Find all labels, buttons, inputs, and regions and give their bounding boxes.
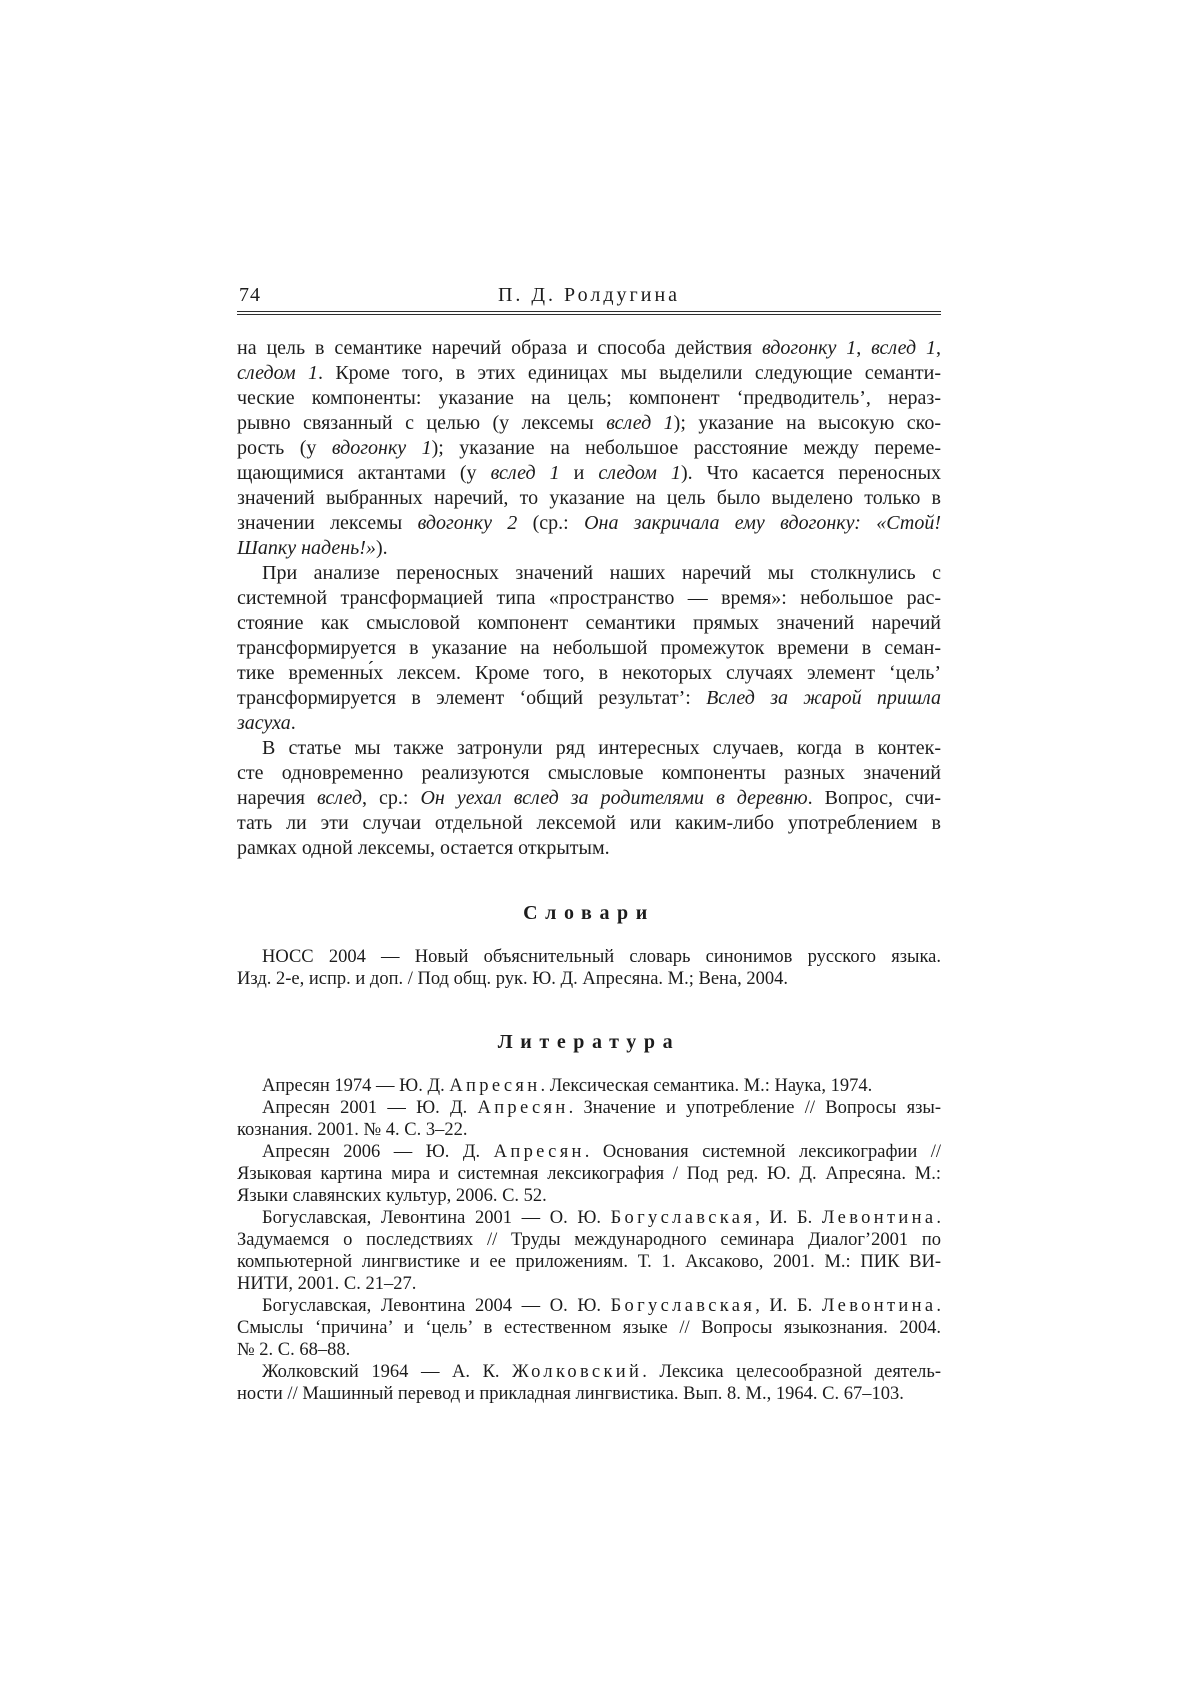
text-run: . Лексика целесообразной деятель- xyxy=(642,1362,941,1382)
text-line xyxy=(237,946,941,968)
text-run: Смыслы ‘причина’ и ‘цель’ в естественном языке // Вопросы языкознания. 2004. xyxy=(237,1318,941,1338)
text-line xyxy=(237,636,941,661)
spaced-name-run: Левонтина xyxy=(821,1208,937,1228)
bibliography-entry xyxy=(237,1141,941,1207)
text-run: . Кроме того, в этих единицах мы выделили следующие семанти- xyxy=(317,362,942,384)
text-run: значении лексемы xyxy=(237,512,418,534)
text-run: НОСС 2004 — Новый объяснительный словарь синонимов русского языка. xyxy=(262,947,941,967)
text-line xyxy=(237,1163,941,1185)
text-line xyxy=(237,811,941,836)
text-run: тать ли эти случаи отдельной лексемой или каким-либо употреблением в xyxy=(237,812,941,834)
text-run: . Основания системной лексикографии // xyxy=(584,1142,942,1162)
spaced-name-run: Левонтина xyxy=(821,1296,937,1316)
italic-run: вслед 1 xyxy=(871,337,937,359)
spaced-name-run: Апресян xyxy=(449,1076,541,1096)
text-run: ности // Машинный перевод и прикладная лингвистика. Вып. 8. М., 1964. С. 67–103. xyxy=(237,1384,904,1404)
text-line xyxy=(237,1339,941,1361)
text-run: ). Что касается переносных xyxy=(680,462,942,484)
text-run: Языки славянских культур, 2006. С. 52. xyxy=(237,1186,547,1206)
text-run: сте одновременно реализуются смысловые компоненты разных значений xyxy=(237,762,941,784)
text-run: . Значение и употребление // Вопросы язы- xyxy=(568,1098,941,1118)
text-line xyxy=(237,1317,941,1339)
text-run: Апресян 2001 — Ю. Д. xyxy=(262,1098,478,1118)
text-line xyxy=(237,1383,941,1405)
text-line xyxy=(237,1185,941,1207)
text-run: Богуславская, Левонтина 2004 — О. Ю. xyxy=(262,1296,611,1316)
text-line xyxy=(237,511,941,536)
text-line xyxy=(237,611,941,636)
text-run: . xyxy=(290,712,296,734)
text-line xyxy=(237,836,941,861)
text-line xyxy=(237,711,941,736)
bibliography-entry xyxy=(237,1075,941,1097)
text-run: № 2. С. 68–88. xyxy=(237,1340,351,1360)
text-line xyxy=(237,411,941,436)
text-line xyxy=(237,336,941,361)
text-run: Апресян 2006 — Ю. Д. xyxy=(262,1142,494,1162)
paragraph xyxy=(237,336,941,561)
bibliography-entry xyxy=(237,1097,941,1141)
italic-run: Она закричала ему вдогонку: «Стой! xyxy=(584,512,941,534)
text-run: (ср.: xyxy=(517,512,585,534)
text-run: на цель в семантике наречий образа и способа действия xyxy=(237,337,762,359)
text-run: , И. Б. xyxy=(755,1296,822,1316)
text-run: ). xyxy=(375,537,388,559)
text-run: , И. Б. xyxy=(755,1208,822,1228)
text-line xyxy=(237,561,941,586)
text-run: рамках одной лексемы, остается открытым. xyxy=(237,837,610,859)
italic-run: следом 1 xyxy=(237,362,318,384)
text-run: Изд. 2-е, испр. и доп. / Под общ. рук. Ю. Д. Апресяна. М.; Вена, 2004. xyxy=(237,969,789,989)
spaced-name-run: Апресян xyxy=(493,1142,585,1162)
text-run: компьютерной лингвистике и ее приложениям. Т. 1. Аксаково, 2001. М.: ПИК ВИ- xyxy=(237,1252,941,1272)
text-run: Апресян 1974 — Ю. Д. xyxy=(262,1076,450,1096)
text-line xyxy=(237,461,941,486)
section xyxy=(237,901,941,990)
italic-run: вслед 1 xyxy=(606,412,674,434)
text-line xyxy=(237,436,941,461)
running-head xyxy=(237,284,941,310)
text-line xyxy=(237,686,941,711)
italic-run: вслед 1 xyxy=(490,462,560,484)
text-run: Жолковский 1964 — А. К. xyxy=(262,1362,513,1382)
text-run: ); указание на высокую ско- xyxy=(673,412,941,434)
text-run: трансформируется в указание на небольшой промежуток времени в семан- xyxy=(237,637,941,659)
text-run: , ср.: xyxy=(361,787,421,809)
bibliography-entry xyxy=(237,1361,941,1405)
text-line xyxy=(237,486,941,511)
text-line xyxy=(237,1119,941,1141)
text-run: и xyxy=(559,462,599,484)
text-line xyxy=(237,386,941,411)
bibliography-entry xyxy=(237,1207,941,1295)
paragraph xyxy=(237,736,941,861)
section-heading: Словари xyxy=(523,902,655,924)
text-line xyxy=(237,1251,941,1273)
text-line xyxy=(237,968,941,990)
text-run: При анализе переносных значений наших наречий мы столкнулись с xyxy=(262,562,941,584)
text-line xyxy=(237,761,941,786)
text-line xyxy=(237,1141,941,1163)
spaced-name-run: Богуславская xyxy=(610,1296,756,1316)
text-run: . xyxy=(936,1296,941,1316)
text-run: , xyxy=(856,337,872,359)
text-run: кознания. 2001. № 4. С. 3–22. xyxy=(237,1120,468,1140)
italic-run: вслед xyxy=(316,787,362,809)
section xyxy=(237,1030,941,1405)
article-content xyxy=(237,336,941,1405)
bibliography-entry xyxy=(237,1295,941,1361)
text-run: щающимися актантами (у xyxy=(237,462,491,484)
text-line xyxy=(237,586,941,611)
text-line xyxy=(237,1273,941,1295)
text-run: Богуславская, Левонтина 2001 — О. Ю. xyxy=(262,1208,611,1228)
text-run: значений выбранных наречий, то указание на цель было выделено только в xyxy=(237,487,941,509)
text-run: . Вопрос, счи- xyxy=(807,787,941,809)
text-line xyxy=(237,1075,941,1097)
text-line xyxy=(237,1097,941,1119)
header-rule xyxy=(237,311,941,315)
text-line xyxy=(237,661,941,686)
italic-run: вдогонку 2 xyxy=(417,512,518,534)
running-title: П. Д. Ролдугина xyxy=(497,284,681,306)
section-heading: Литература xyxy=(497,1031,681,1053)
text-line xyxy=(237,1207,941,1229)
text-run: . xyxy=(936,1208,941,1228)
text-line xyxy=(237,1361,941,1383)
text-run: Языковая картина мира и системная лексикография / Под ред. Ю. Д. Апресяна. М.: xyxy=(237,1164,941,1184)
text-run: НИТИ, 2001. С. 21–27. xyxy=(237,1274,417,1294)
bibliography-entry xyxy=(237,946,941,990)
text-run: тике временны́х лексем. Кроме того, в некоторых случаях элемент ‘цель’ xyxy=(237,662,941,684)
page-number: 74 xyxy=(239,284,261,306)
text-run: системной трансформацией типа «пространство — время»: небольшое рас- xyxy=(237,587,941,609)
spaced-name-run: Богуславская xyxy=(610,1208,756,1228)
italic-run: Он уехал вслед за родителями в деревню xyxy=(420,787,808,809)
text-run: стояние как смысловой компонент семантики прямых значений наречий xyxy=(237,612,941,634)
spaced-name-run: Апресян xyxy=(477,1098,569,1118)
text-line xyxy=(237,786,941,811)
text-line xyxy=(237,1229,941,1251)
text-run: наречия xyxy=(237,787,317,809)
text-run: ческие компоненты: указание на цель; компонент ‘предводитель’, нераз- xyxy=(237,387,941,409)
text-run: , xyxy=(936,337,942,359)
text-run: ); указание на небольшое расстояние между переме- xyxy=(431,437,941,459)
spaced-name-run: Жолковский xyxy=(512,1362,643,1382)
italic-run: засуха xyxy=(237,712,291,734)
italic-run: Вслед за жарой пришла xyxy=(706,687,941,709)
text-line xyxy=(237,736,941,761)
italic-run: вдогонку 1 xyxy=(761,337,857,359)
text-run: В статье мы также затронули ряд интересных случаев, когда в контек- xyxy=(262,737,941,759)
text-line xyxy=(237,361,941,386)
text-run: . Лексическая семантика. М.: Наука, 1974. xyxy=(540,1076,873,1096)
italic-run: Шапку надень!» xyxy=(237,537,376,559)
paragraph xyxy=(237,561,941,736)
text-line xyxy=(237,536,941,561)
text-run: рывно связанный с целью (у лексемы xyxy=(237,412,607,434)
italic-run: вдогонку 1 xyxy=(331,437,432,459)
text-run: трансформируется в элемент ‘общий результат’: xyxy=(237,687,707,709)
text-run: рость (у xyxy=(237,437,332,459)
text-line xyxy=(237,1295,941,1317)
italic-run: следом 1 xyxy=(598,462,681,484)
text-run: Задумаемся о последствиях // Труды международного семинара Диалог’2001 по xyxy=(237,1230,941,1250)
